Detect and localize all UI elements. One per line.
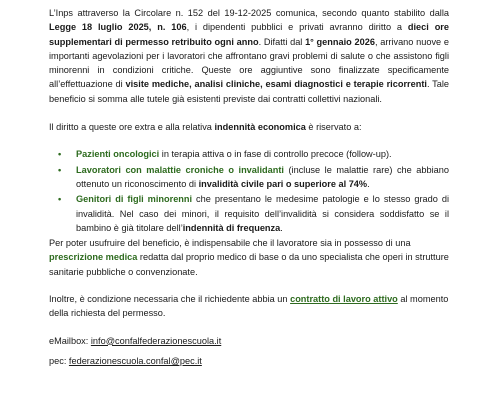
eligibility-intro [49,120,449,134]
contract-paragraph [49,292,449,321]
list-item-title: Lavoratori con malattie croniche o invalidanti [76,164,284,175]
text-run: . Tale beneficio si somma alle tutele già esistenti previste dai contratti collettivi nazionali. [49,79,450,104]
text-run: . Difatti dal [258,36,306,47]
email-link[interactable]: info@confalfederazionescuola.it [90,335,222,346]
list-item-text: . [280,222,283,233]
text-run: Inoltre, è condizione necessaria che il richiedente abbia un [49,294,291,305]
text-run: Per poter usufruire del beneficio, è indispensabile che il lavoratore sia in possesso di una [49,238,411,249]
purpose-highlight: visite mediche, analisi cliniche, esami diagnostici e terapie ricorrenti [125,79,427,90]
list-item [76,147,449,161]
benefit-highlight: dieci ore supplementari di permesso retribuito ogni anno [49,22,449,47]
text-run: , i dipendenti pubblici e privati avranno diritto a [186,22,408,33]
list-item-text: in terapia attiva o in fase di controllo precoce (follow-up). [159,149,392,160]
contract-highlight: contratto di lavoro attivo [290,294,398,305]
pec-label: pec: [49,355,69,366]
prescription-highlight: prescrizione medica [49,252,138,263]
email-line [49,334,449,348]
list-item-title: Genitori di figli minorenni [76,194,193,205]
list-item [76,163,449,192]
email-label: eMailbox: [49,335,91,346]
list-item-text: (incluse le malattie rare) che abbiano ottenuto un riconoscimento di [76,164,449,189]
intro-paragraph [49,6,449,106]
text-run: , arrivano nuove e importanti agevolazioni per i lavoratori che affrontano gravi problemi di salute o che assistono figli minorenni in condizioni critiche. Queste ore aggiuntive sono finalizzate specificamente all’effettuazione di [49,36,449,90]
list-item-text: che presentano le medesime patologie e lo stesso grado di invalidità. Nel caso dei minori, il requisito dell’invalidità si considera soddisfatto se il bambino è già titolare dell’ [76,194,449,233]
requirement-paragraph [49,236,449,279]
list-item-bold: invalidità civile pari o superiore al 74% [198,178,368,189]
eligibility-list [49,147,449,235]
indemnity-highlight: indennità economica [214,122,306,133]
list-item-bold: indennità di frequenza [182,222,281,233]
text-run: Il diritto a queste ore extra e alla relativa [49,122,215,133]
start-date: 1° gennaio 2026 [305,36,375,47]
list-item [76,192,449,235]
pec-line [49,354,449,368]
text-run: L’Inps attraverso la Circolare n. 152 del 19-12-2025 comunica, secondo quanto stabilito dalla [49,8,449,18]
list-item-title: Pazienti oncologici [76,149,160,160]
law-reference: Legge 18 luglio 2025, n. 106 [49,22,187,33]
text-run: al momento della richiesta del permesso. [49,294,449,319]
text-run: è riservato a: [305,122,362,133]
list-item-text: . [367,178,370,189]
pec-link[interactable]: federazionescuola.confal@pec.it [68,355,202,366]
text-run: redatta dal proprio medico di base o da uno specialista che operi in strutture sanitarie pubbliche o convenzionate. [49,252,449,277]
